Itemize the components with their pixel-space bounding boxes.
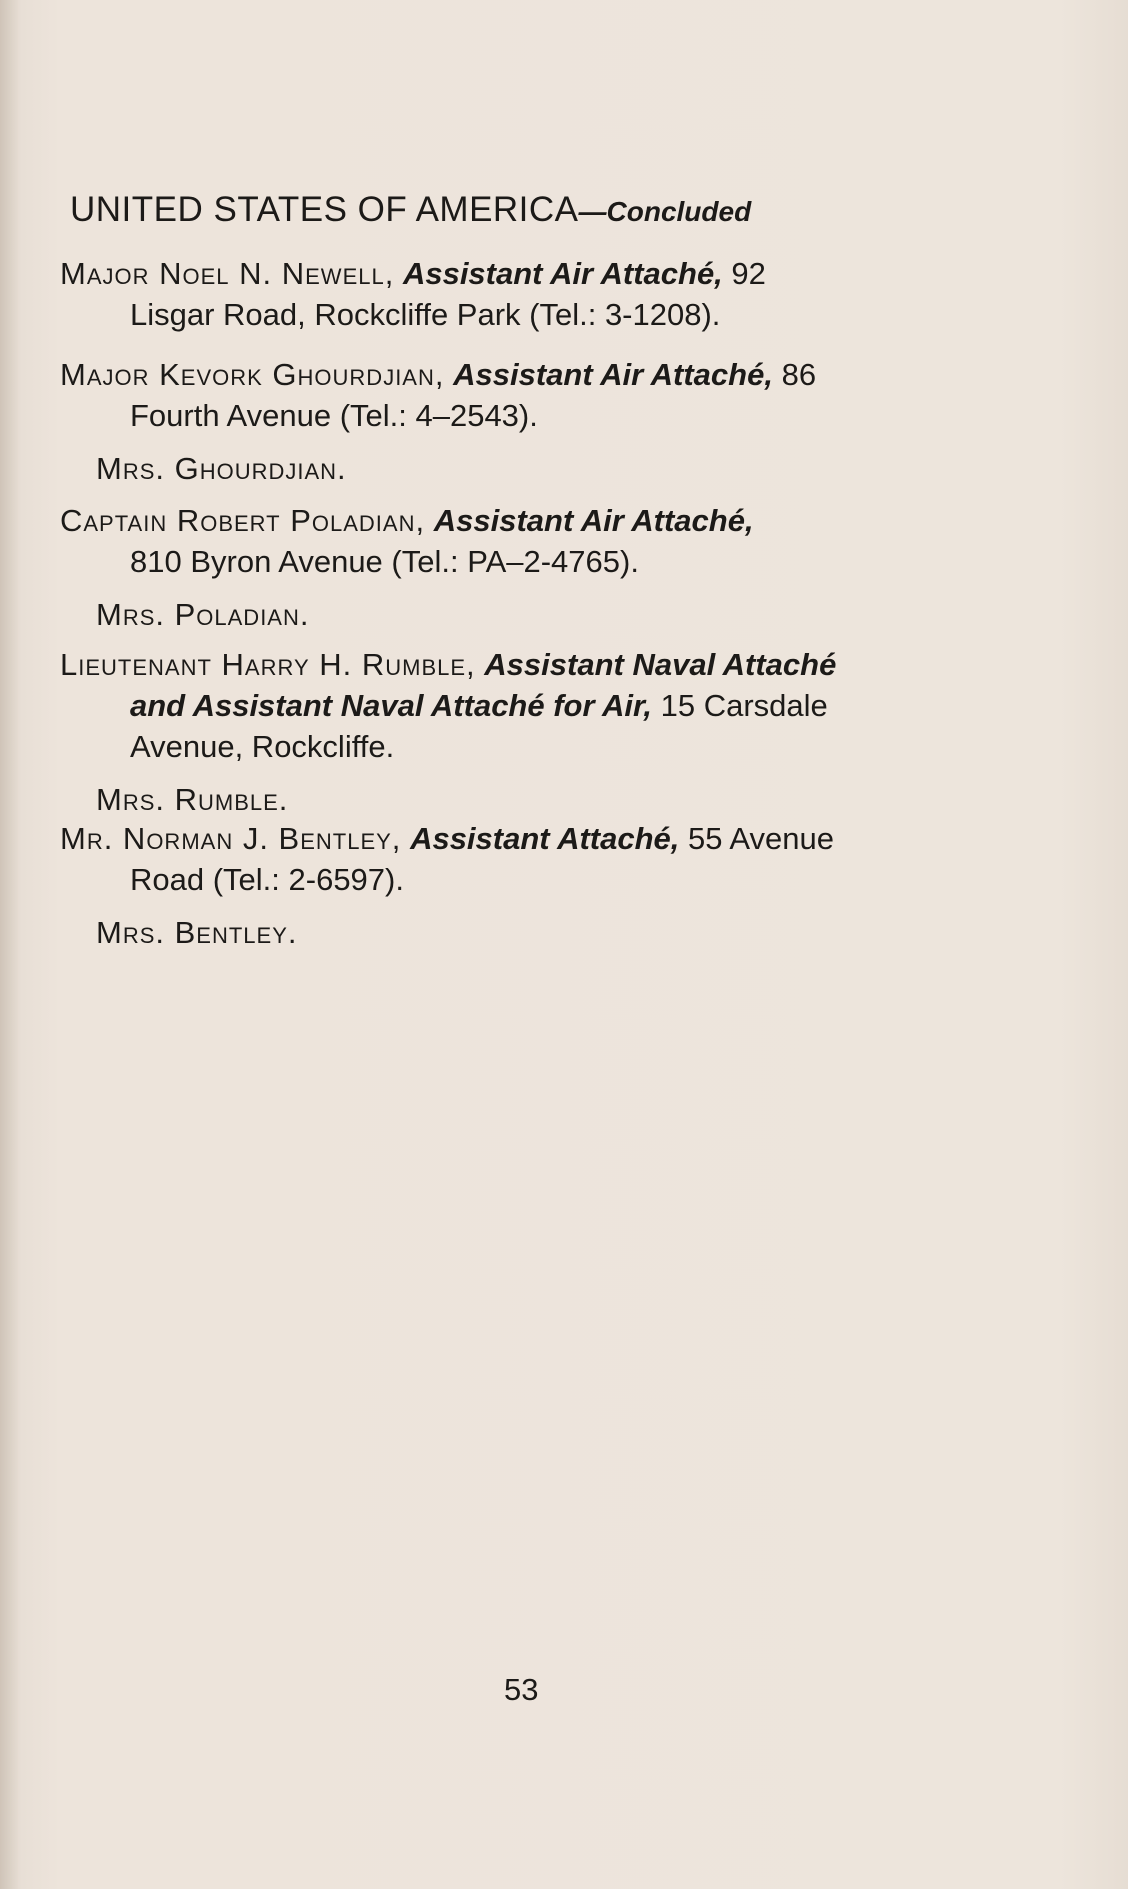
list-item bbox=[60, 354, 970, 489]
address-start: 92 bbox=[731, 256, 766, 291]
address-line: Lisgar Road, Rockcliffe Park (Tel.: 3-1208). bbox=[130, 297, 721, 332]
section-heading bbox=[70, 190, 751, 230]
continued-note: —Concluded bbox=[578, 196, 752, 227]
address-line: Fourth Avenue (Tel.: 4–2543). bbox=[130, 398, 538, 433]
list-item bbox=[60, 818, 970, 953]
spouse-name: Mrs. Rumble. bbox=[96, 782, 289, 817]
person-title: Assistant Naval Attaché bbox=[484, 647, 837, 682]
entry-line bbox=[60, 253, 970, 294]
address-line: Avenue, Rockcliffe. bbox=[130, 729, 395, 764]
list-item bbox=[60, 253, 970, 335]
address-start: 55 Avenue bbox=[688, 821, 834, 856]
page-number: 53 bbox=[504, 1672, 539, 1707]
list-item bbox=[60, 500, 970, 635]
country-heading: UNITED STATES OF AMERICA bbox=[70, 190, 579, 229]
person-name: Major Noel N. Newell, bbox=[60, 256, 395, 291]
spouse-name: Mrs. Poladian. bbox=[96, 597, 310, 632]
entry-line bbox=[60, 500, 970, 541]
list-item bbox=[60, 644, 970, 820]
spouse-name: Mrs. Ghourdjian. bbox=[96, 451, 347, 486]
person-name: Captain Robert Poladian, bbox=[60, 503, 426, 538]
entry-line bbox=[60, 644, 970, 685]
person-name: Major Kevork Ghourdjian, bbox=[60, 357, 445, 392]
person-title: Assistant Air Attaché, bbox=[453, 357, 773, 392]
address-start: 86 bbox=[781, 357, 817, 392]
entry-line bbox=[60, 354, 970, 395]
entry-line bbox=[60, 685, 970, 726]
person-name: Lieutenant Harry H. Rumble, bbox=[60, 647, 476, 682]
entry-line bbox=[60, 818, 970, 859]
person-title: Assistant Attaché, bbox=[410, 821, 680, 856]
address-line: 810 Byron Avenue (Tel.: PA–2-4765). bbox=[130, 544, 639, 579]
person-title: Assistant Air Attaché, bbox=[433, 503, 754, 538]
address-line: Road (Tel.: 2-6597). bbox=[130, 862, 404, 897]
person-name: Mr. Norman J. Bentley, bbox=[60, 821, 402, 856]
spouse-name: Mrs. Bentley. bbox=[96, 915, 298, 950]
binding-edge bbox=[0, 0, 18, 1889]
person-title: Assistant Air Attaché, bbox=[402, 256, 723, 291]
person-title-continued: and Assistant Naval Attaché for Air, bbox=[130, 688, 652, 723]
address-start: 15 Carsdale bbox=[660, 688, 828, 723]
